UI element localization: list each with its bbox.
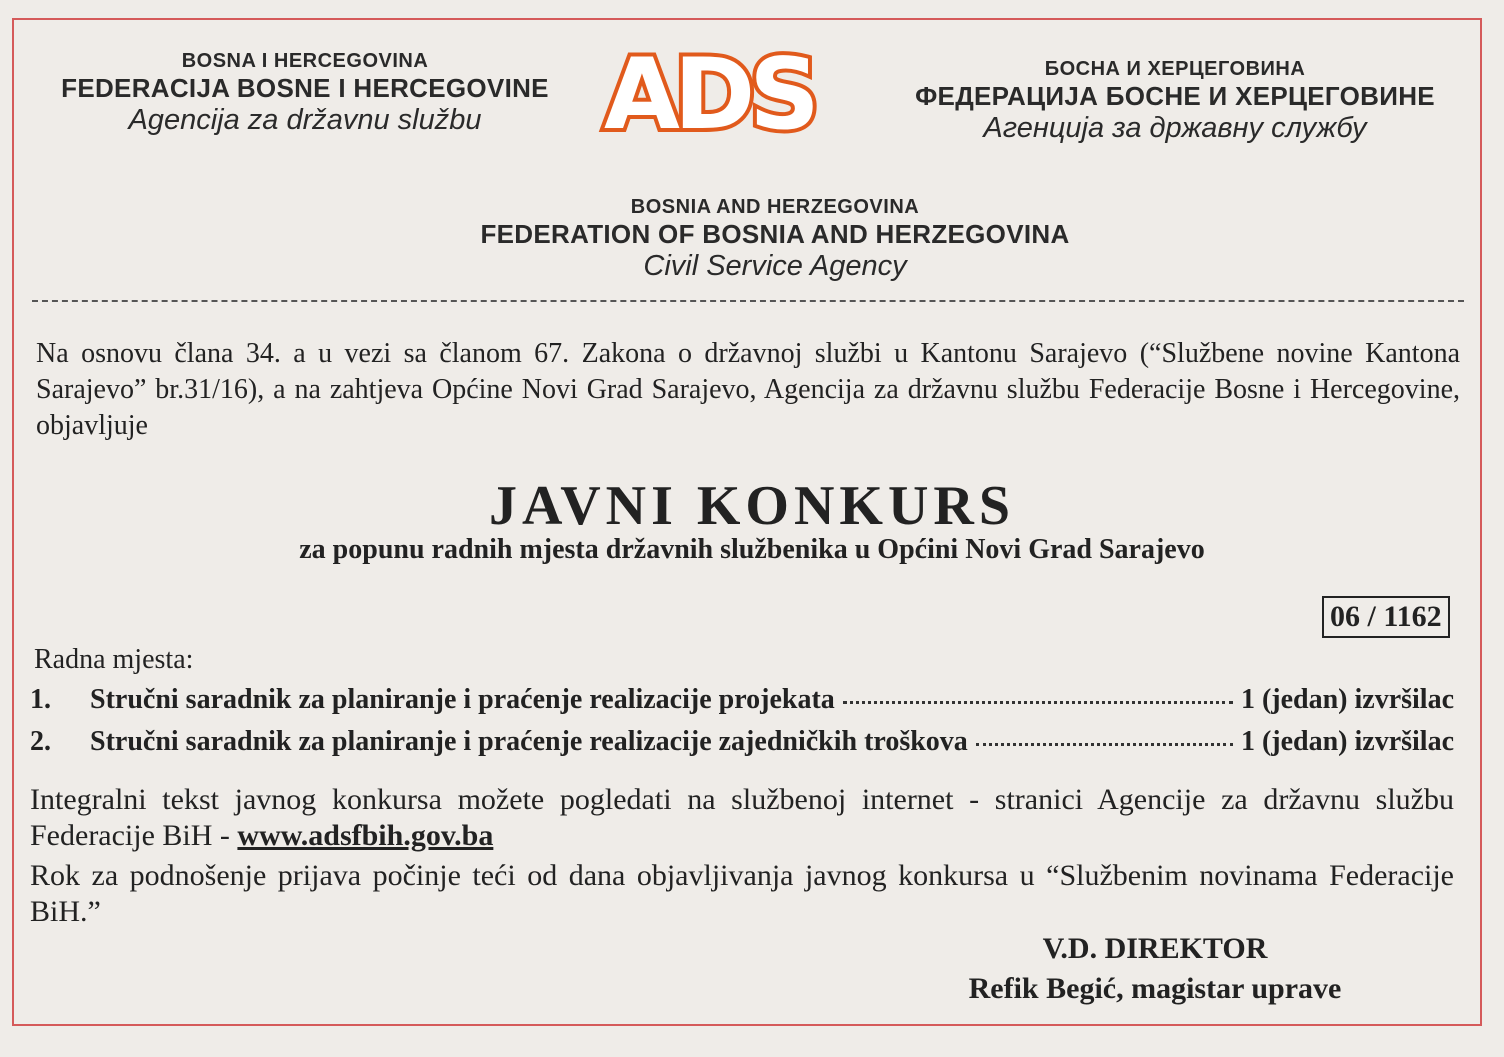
signature-role: V.D. DIREKTOR [1042,932,1268,965]
info-paragraph [30,782,1454,854]
job-count: 1 (jedan) izvršilac [1240,726,1454,757]
header-latin-country: BOSNA I HERCEGOVINA [181,50,429,72]
header-cyrillic-country: БОСНА И ХЕРЦЕГОВИНА [1044,58,1306,80]
header-divider [32,300,1464,302]
header-cyrillic-agency: Агенција за државну службу [983,112,1367,144]
ads-logo: ADS [604,38,814,152]
leader-dots [976,743,1233,746]
job-number: 2. [30,726,51,757]
job-item [30,726,1454,758]
job-number: 1. [30,684,51,715]
intro-paragraph: Na osnovu člana 34. a u vezi sa članom 67. Zakona o državnoj službi u Kantonu Sarajevo (“Službene novine Kantona Sarajevo” br.31/16), a na zahtjeva Općine Novi Grad Sarajevo, Agencija za državnu službu Federacije Bosne i Hercegovine, objavljuje [36,338,1460,441]
deadline-paragraph: Rok za podnošenje prijava počinje teći od dana objavljivanja javnog konkursa u “Službenim novinama Federacije BiH.” [30,859,1454,928]
job-count: 1 (jedan) izvršilac [1240,684,1454,715]
job-title: Stručni saradnik za planiranje i praćenje realizacije zajedničkih troškova [90,726,968,757]
info-text: Integralni tekst javnog konkursa možete pogledati na službenoj internet - stranici Agencije za državnu službu Federacije BiH - [30,783,1454,852]
header-cyrillic-federation: ФЕДЕРАЦИЈА БОСНЕ И ХЕРЦЕГОВИНЕ [915,81,1435,111]
signature-name: Refik Begić, magistar uprave [968,972,1342,1005]
reference-number: 06 / 1162 [1322,596,1450,638]
header-latin [20,50,590,137]
header-latin-federation: FEDERACIJA BOSNE I HERCEGOVINE [61,73,549,103]
agency-website-link[interactable]: www.adsfbih.gov.ba [237,819,494,852]
job-item [30,684,1454,716]
notice-subtitle: za popunu radnih mjesta državnih službenika u Općini Novi Grad Sarajevo [299,534,1205,565]
job-title: Stručni saradnik za planiranje i praćenje realizacije projekata [90,684,835,715]
jobs-label: Radna mjestа: [34,644,194,675]
header-english [390,196,1160,283]
header-cyrillic [880,58,1470,145]
header-english-federation: FEDERATION OF BOSNIA AND HERZEGOVINA [480,219,1070,249]
notice-title: JAVNI KONKURS [488,475,1016,537]
header-english-agency: Civil Service Agency [643,250,907,282]
header-latin-agency: Agencija za državnu službu [128,104,482,136]
leader-dots [843,701,1233,704]
header-english-country: BOSNIA AND HERZEGOVINA [630,196,920,218]
